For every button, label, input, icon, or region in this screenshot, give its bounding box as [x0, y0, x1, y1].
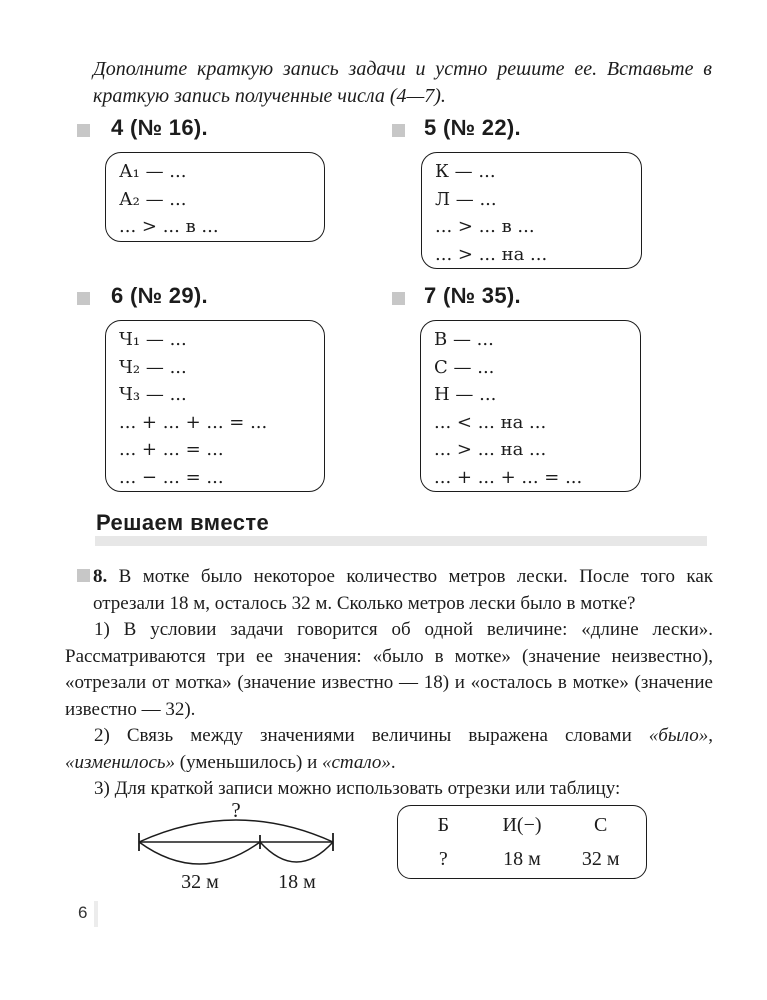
table-header-changed: И(−) [502, 813, 542, 836]
exercise-6-bullet-icon [77, 292, 90, 305]
step-2-term-changed: «изменилось» [65, 751, 176, 773]
step-2-text: (уменьшилось) и [175, 751, 322, 773]
table-header-became: С [593, 813, 608, 836]
problem-8-statement: В мотке было некоторое количество метров лески. После того как отрезали 18 м, осталось 32 м. Сколько метров лески было в мотке? [93, 566, 713, 614]
notation-line: В — ... [434, 329, 494, 350]
left-segment-label: 32 м [181, 871, 219, 892]
problem-8-number: 8. [93, 566, 108, 587]
problem-8-text [93, 564, 713, 617]
table-value-changed: 18 м [503, 847, 541, 870]
right-arc [260, 842, 333, 862]
solution-block [65, 564, 713, 803]
page-number: 6 [78, 903, 88, 922]
segment-diagram [118, 796, 348, 892]
right-segment-label: 18 м [278, 871, 316, 892]
exercise-6-header: 6 (№ 29). [111, 283, 208, 308]
notation-line: Ч₃ — ... [119, 384, 187, 405]
notation-line: ... + ... + ... = ... [434, 466, 583, 488]
notation-line: ... > ... в ... [119, 216, 219, 237]
notation-line: Ч₁ — ... [119, 329, 187, 350]
page-edge-mark [94, 901, 98, 927]
notation-line: Ч₂ — ... [119, 356, 187, 378]
notation-line: ... − ... = ... [119, 466, 224, 488]
solution-step-3: 3) Для краткой записи можно использовать отрезки или таблицу: [94, 778, 621, 799]
exercise-7-bullet-icon [392, 292, 405, 305]
exercise-7-header: 7 (№ 35). [424, 283, 521, 308]
step-2-term-became: «стало» [322, 751, 391, 773]
solution-step-2 [65, 723, 713, 776]
solution-step-1: 1) В условии задачи говорится об одной величине: «длине лески». Рассматриваются три ее значения: «было в мотке» (значение неизвестно), «отрезали от мотка» (значение известно — 18) и «осталось в мотке» (значение известно — 32). [65, 619, 713, 720]
exercise-7-box [420, 320, 641, 492]
notation-line: ... > ... в ... [435, 216, 535, 237]
notation-line: С — ... [434, 356, 495, 378]
question-label: ? [231, 798, 241, 822]
step-2-text: . [390, 751, 396, 773]
exercise-4-box [105, 152, 325, 242]
total-arc [139, 820, 333, 842]
exercise-4-header: 4 (№ 16). [111, 115, 208, 140]
notation-line: Л — ... [435, 188, 497, 210]
notation-line: ... > ... на ... [434, 439, 547, 460]
notation-line: К — ... [435, 161, 496, 182]
intro-text: Дополните краткую запись задачи и устно решите ее. Вставьте в краткую запись полученные числа (4—7). [93, 58, 712, 107]
exercise-5-bullet-icon [392, 124, 405, 137]
notation-line: А₁ — ... [119, 161, 187, 182]
summary-table [397, 805, 647, 879]
table-header-was: Б [437, 813, 450, 836]
step-2-term-was: «было» [648, 725, 709, 746]
left-arc [139, 842, 260, 864]
notation-line: Н — ... [434, 384, 497, 405]
section-header: Решаем вместе [96, 510, 270, 535]
notation-line: А₂ — ... [119, 188, 187, 210]
section-rule [95, 536, 707, 546]
exercise-5-header: 5 (№ 22). [424, 115, 521, 140]
notation-line: ... + ... + ... = ... [119, 411, 268, 433]
table-value-became: 32 м [581, 847, 620, 870]
exercise-5-box [421, 152, 642, 269]
table-value-was: ? [438, 847, 448, 870]
notation-line: ... + ... = ... [119, 439, 224, 460]
exercise-6-box [105, 320, 325, 492]
step-2-text: , [708, 725, 713, 746]
notation-line: ... < ... на ... [434, 411, 547, 433]
notation-line: ... > ... на ... [435, 243, 548, 265]
exercise-4-bullet-icon [77, 124, 90, 137]
step-2-text: 2) Связь между значениями величины выражена словами [94, 725, 649, 746]
